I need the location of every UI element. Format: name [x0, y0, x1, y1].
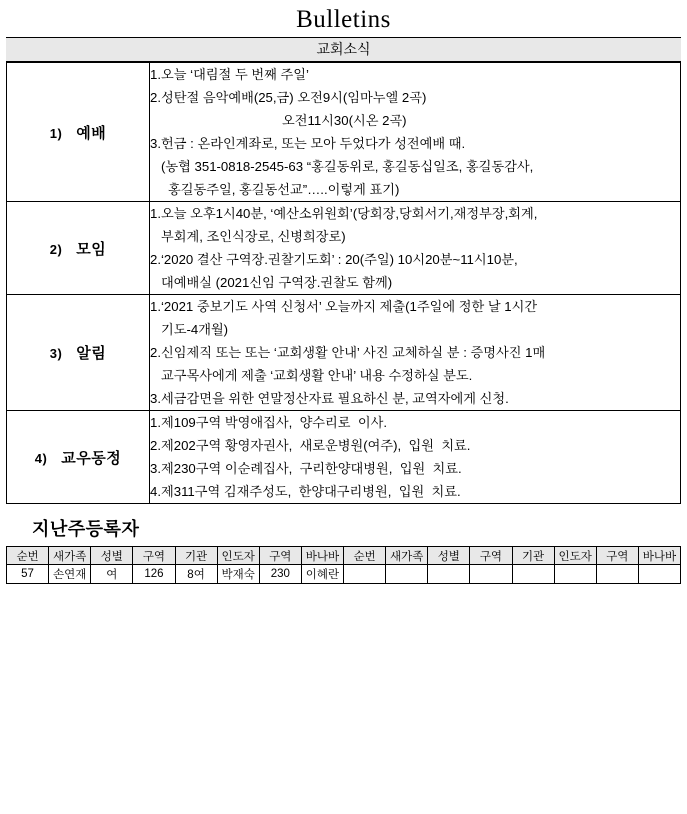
document-title: Bulletins [296, 6, 391, 33]
table-cell: 여 [91, 565, 133, 584]
section-line: 오전11시30(시온 2곡) [282, 113, 407, 128]
column-header: 새가족 [49, 547, 91, 565]
section-line: 1.제109구역 박영애집사, 양수리로 이사. [150, 415, 387, 430]
section-line: 2.‘2020 결산 구역장.권찰기도회’ : 20(주일) 10시20분~11시10분, [150, 252, 518, 267]
table-cell [386, 565, 428, 584]
section-line: 3.제230구역 이순례집사, 구리한양대병원, 입원 치료. [150, 461, 462, 476]
section-line: 기도-4개월) [161, 322, 229, 337]
section-body-notice [150, 295, 681, 411]
column-header: 인도자 [217, 547, 259, 565]
section-title: 알림 [76, 345, 107, 362]
section-label-meeting [7, 202, 150, 295]
section-label-members [7, 411, 150, 504]
column-header: 성별 [428, 547, 470, 565]
column-header: 순번 [7, 547, 49, 565]
table-cell [554, 565, 596, 584]
table-row [7, 411, 681, 504]
table-row [7, 295, 681, 411]
section-title: 모임 [76, 240, 107, 258]
table-cell: 8여 [175, 565, 217, 584]
section-label-notice [7, 295, 150, 411]
table-cell [638, 565, 680, 584]
table-cell: 이혜란 [301, 565, 343, 584]
section-body-members [150, 411, 681, 504]
section-line: 2.제202구역 황영자권사, 새로운병원(여주), 입원 치료. [150, 438, 471, 453]
section-title: 교우동정 [61, 449, 122, 467]
column-header: 기관 [512, 547, 554, 565]
column-header: 구역 [259, 547, 301, 565]
table-cell [512, 565, 554, 584]
table-cell: 57 [7, 565, 49, 584]
section-label-worship [7, 63, 150, 202]
section-number: 4) [34, 450, 48, 466]
section-line: 부회계, 조인식장로, 신병희장로) [161, 229, 346, 244]
registration-table [6, 546, 681, 584]
section-title: 예배 [76, 124, 107, 142]
section-line: 홍길동주일, 홍길동선교”…..이렇게 표기) [168, 182, 400, 197]
table-cell: 손연재 [49, 565, 91, 584]
section-number: 3) [49, 346, 63, 361]
column-header: 구역 [133, 547, 175, 565]
table-row [7, 202, 681, 295]
column-header: 바나바 [301, 547, 343, 565]
section-line: 1.오늘 ‘대림절 두 번째 주일’ [150, 67, 309, 82]
section-body-meeting [150, 202, 681, 295]
table-row [7, 63, 681, 202]
section-line: 교구목사에게 제출 ‘교회생활 안내’ 내용 수정하실 분도. [161, 368, 473, 383]
column-header: 구역 [596, 547, 638, 565]
registration-heading: 지난주등록자 [32, 519, 140, 539]
table-cell [428, 565, 470, 584]
section-number: 1) [49, 125, 63, 141]
table-cell [344, 565, 386, 584]
column-header: 순번 [344, 547, 386, 565]
registration-header-row [7, 547, 681, 565]
document-subtitle: 교회소식 [6, 37, 681, 62]
section-line: 대예배실 (2021신임 구역장.권찰도 함께) [161, 275, 393, 290]
section-line: 3.세금감면을 위한 연말정산자료 필요하신 분, 교역자에게 신청. [150, 391, 509, 406]
column-header: 새가족 [386, 547, 428, 565]
section-line: 1.‘2021 중보기도 사역 신청서’ 오늘까지 제출(1주일에 정한 날 1시간 [150, 299, 538, 314]
column-header: 기관 [175, 547, 217, 565]
table-cell [470, 565, 512, 584]
column-header: 구역 [470, 547, 512, 565]
section-number: 2) [49, 241, 63, 257]
table-cell [596, 565, 638, 584]
column-header: 인도자 [554, 547, 596, 565]
bulletin-table [6, 62, 681, 504]
section-line: 2.성탄절 음악예배(25,금) 오전9시(임마누엘 2곡) [150, 90, 427, 105]
section-line: 4.제311구역 김재주성도, 한양대구리병원, 입원 치료. [150, 484, 461, 499]
section-line: 1.오늘 오후1시40분, ‘예산소위원회’(당회장,당회서기,재정부장,회계, [150, 206, 538, 221]
table-row [7, 565, 681, 584]
column-header: 성별 [91, 547, 133, 565]
table-cell: 126 [133, 565, 175, 584]
section-line: 3.헌금 : 온라인계좌로, 또는 모아 두었다가 성전예배 때. [150, 136, 466, 151]
table-cell: 박재숙 [217, 565, 259, 584]
section-body-worship [150, 63, 681, 202]
section-line: (농협 351-0818-2545-63 “홍길동위로, 홍길동십일조, 홍길동감사, [161, 159, 534, 174]
column-header: 바나바 [638, 547, 680, 565]
table-cell: 230 [259, 565, 301, 584]
section-line: 2.신임제직 또는 또는 ‘교회생활 안내’ 사진 교체하실 분 : 증명사진 1매 [150, 345, 546, 360]
